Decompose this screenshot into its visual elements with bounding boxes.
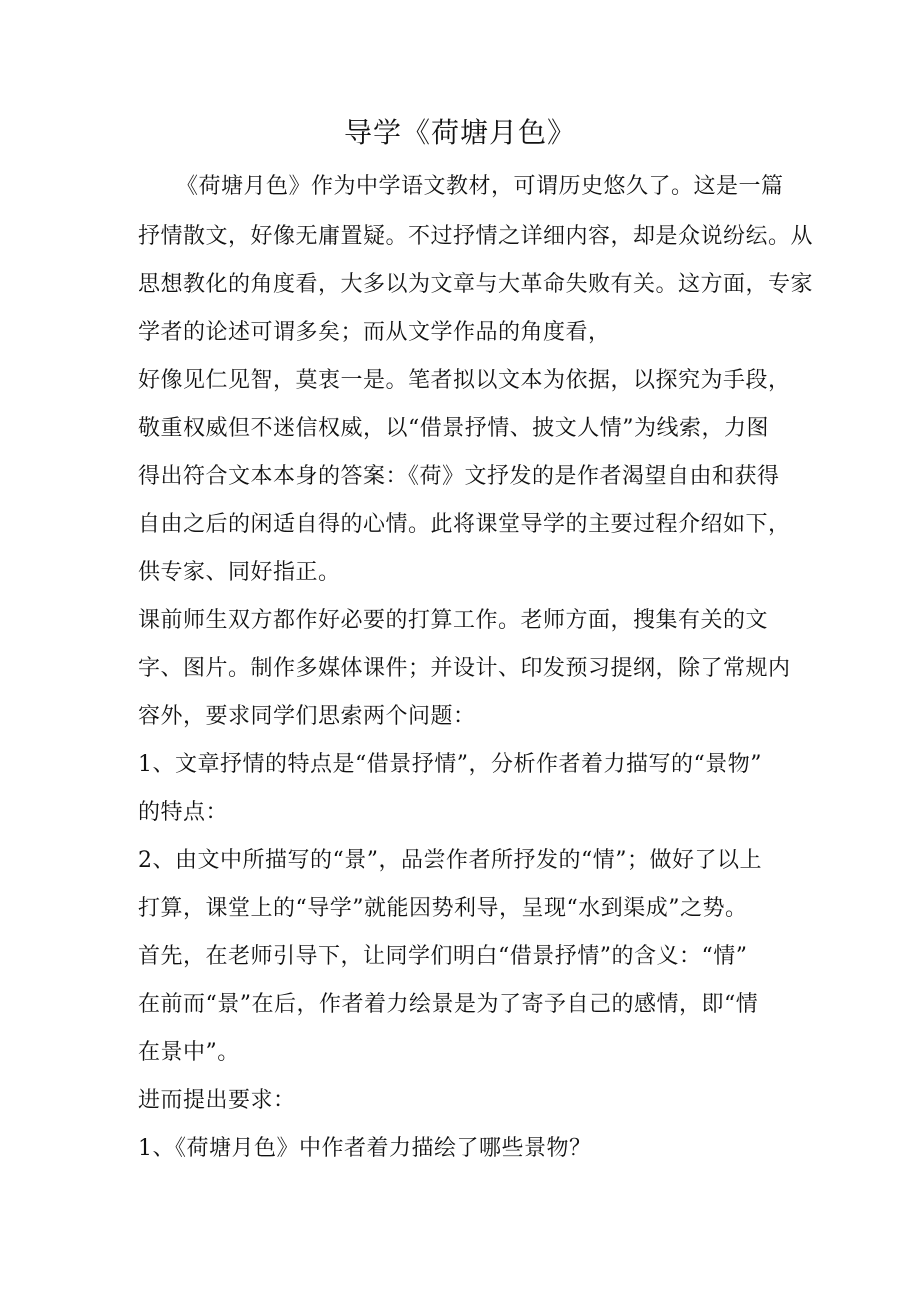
paragraph-line-15: 2、由文中所描写的“景”，品尝作者所抒发的“情”；做好了以上 — [138, 848, 762, 873]
paragraph-line-1: 《荷塘月色》作为中学语文教材，可谓历史悠久了。这是一篇 — [176, 174, 784, 199]
paragraph-line-6: 敬重权威但不迷信权威，以“借景抒情、披文人情”为线索，力图 — [138, 416, 769, 441]
document-title: 导学《荷塘月色》 — [343, 116, 576, 149]
paragraph-line-10: 课前师生双方都作好必要的打算工作。老师方面，搜集有关的文 — [138, 608, 769, 633]
paragraph-line-12: 容外，要求同学们思索两个问题： — [138, 704, 476, 729]
paragraph-line-5: 好像见仁见智，莫衷一是。笔者拟以文本为依据，以探究为手段， — [138, 368, 791, 393]
paragraph-line-7: 得出符合文本本身的答案：《荷》文抒发的是作者渴望自由和获得 — [138, 464, 780, 489]
paragraph-line-13: 1、文章抒情的特点是“借景抒情”，分析作者着力描写的“景物” — [138, 752, 762, 777]
paragraph-line-14: 的特点： — [138, 800, 229, 825]
paragraph-line-21: 1、《荷塘月色》中作者着力描绘了哪些景物？ — [138, 1136, 592, 1161]
paragraph-line-18: 在前而“景”在后，作者着力绘景是为了寄予自己的感情，即“情 — [138, 992, 759, 1017]
paragraph-line-20: 进而提出要求： — [138, 1088, 296, 1113]
paragraph-line-9: 供专家、同好指正。 — [138, 560, 341, 585]
paragraph-line-17: 首先，在老师引导下，让同学们明白“借景抒情”的含义：“情” — [138, 944, 748, 969]
paragraph-line-8: 自由之后的闲适自得的心情。此将课堂导学的主要过程介绍如下， — [138, 512, 791, 537]
paragraph-line-3: 思想教化的角度看，大多以为文章与大革命失败有关。这方面，专家 — [138, 272, 814, 297]
paragraph-line-4: 学者的论述可谓多矣；而从文学作品的角度看， — [138, 320, 611, 345]
paragraph-line-11: 字、图片。制作多媒体课件；并设计、印发预习提纲，除了常规内 — [138, 656, 791, 681]
paragraph-line-2: 抒情散文，好像无庸置疑。不过抒情之详细内容，却是众说纷纭。从 — [138, 224, 814, 249]
paragraph-line-19: 在景中”。 — [138, 1040, 240, 1065]
paragraph-line-16: 打算，课堂上的“导学”就能因势利导，呈现“水到渠成”之势。 — [138, 896, 748, 921]
